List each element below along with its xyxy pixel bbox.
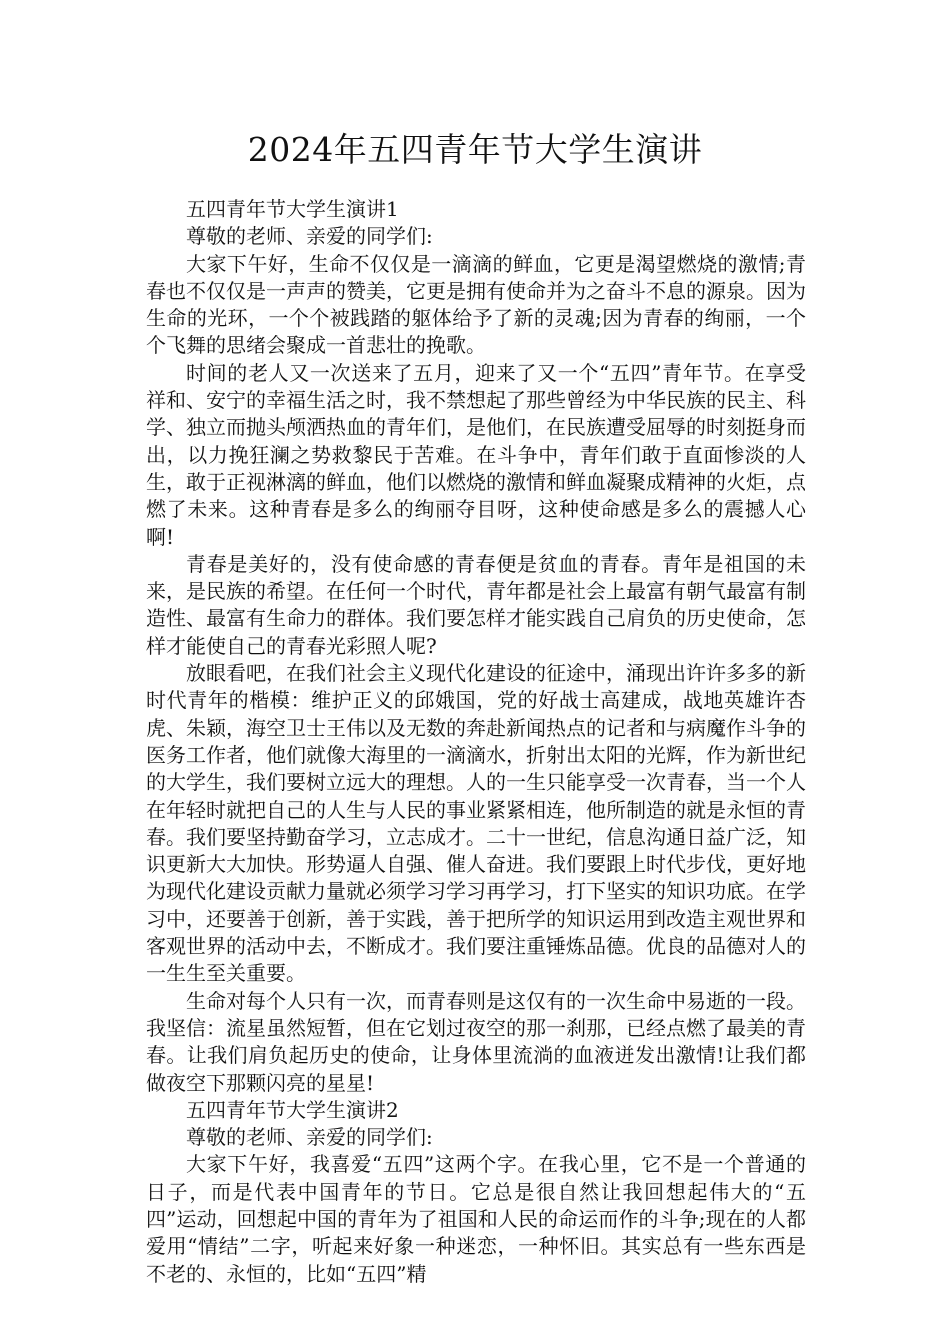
paragraph: 大家下午好，我喜爱“五四”这两个字。在我心里，它不是一个普通的日子，而是代表中国青年的节日。它总是很自然让我回想起伟大的“五四”运动，回想起中国的青年为了祖国和人民的命运而作的斗争;现在的人都爱用“情结”二字，听起来好象一种迷恋，一种怀旧。其实总有一些东西是不老的、永恒的，比如“五四”精 [146,1152,806,1286]
paragraph: 青春是美好的，没有使命感的青春便是贫血的青春。青年是祖国的未来，是民族的希望。在任何一个时代，青年都是社会上最富有朝气最富有制造性、最富有生命力的群体。我们要怎样才能实践自己肩负的历史使命，怎样才能使自己的青春光彩照人呢? [146,551,806,658]
paragraph: 放眼看吧，在我们社会主义现代化建设的征途中，涌现出许许多多的新时代青年的楷模：维护正义的邱娥国，党的好战士高建成，战地英雄许杏虎、朱颖，海空卫士王伟以及无数的奔赴新闻热点的记者和与病魔作斗争的医务工作者，他们就像大海里的一滴滴水，折射出太阳的光辉，作为新世纪的大学生，我们要树立远大的理想。人的一生只能享受一次青春，当一个人在年轻时就把自己的人生与人民的事业紧紧相连，他所制造的就是永恒的青春。我们要坚持勤奋学习，立志成才。二十一世纪，信息沟通日益广泛，知识更新大大加快。形势逼人自强、催人奋进。我们要跟上时代步伐，更好地为现代化建设贡献力量就必须学习学习再学习，打下坚实的知识功底。在学习中，还要善于创新，善于实践，善于把所学的知识运用到改造主观世界和客观世界的活动中去，不断成才。我们要注重锤炼品德。优良的品德对人的一生生至关重要。 [146,661,806,986]
paragraph: 大家下午好，生命不仅仅是一滴滴的鲜血，它更是渴望燃烧的激情;青春也不仅仅是一声声的赞美，它更是拥有使命并为之奋斗不息的源泉。因为生命的光环，一个个被践踏的躯体给予了新的灵魂;因为青春的绚丽，一个个飞舞的思绪会聚成一首悲壮的挽歌。 [146,251,806,358]
speech-2-salutation: 尊敬的老师、亲爱的同学们: [186,1125,433,1150]
paragraph: 生命对每个人只有一次，而青春则是这仅有的一次生命中易逝的一段。我坚信：流星虽然短暂，但在它划过夜空的那一刹那，已经点燃了最美的青春。让我们肩负起历史的使命，让身体里流淌的血液迸发出激情!让我们都做夜空下那颗闪亮的星星! [146,988,806,1095]
document-title: 2024年五四青年节大学生演讲 [247,130,703,169]
speech-1-heading: 五四青年节大学生演讲1 [186,197,399,221]
speech-1-salutation: 尊敬的老师、亲爱的同学们: [186,224,433,249]
paragraph: 时间的老人又一次送来了五月，迎来了又一个“五四”青年节。在享受祥和、安宁的幸福生活之时，我不禁想起了那些曾经为中华民族的民主、科学、独立而抛头颅洒热血的青年们，是他们，在民族遭受屈辱的时刻挺身而出，以力挽狂澜之势救黎民于苦难。在斗争中，青年们敢于直面惨淡的人生，敢于正视淋漓的鲜血，他们以燃烧的激情和鲜血凝聚成精神的火炬，点燃了未来。这种青春是多么的绚丽夺目呀，这种使命感是多么的震撼人心啊! [146,360,806,549]
document-body [146,196,806,1288]
speech-2-heading: 五四青年节大学生演讲2 [186,1097,399,1122]
